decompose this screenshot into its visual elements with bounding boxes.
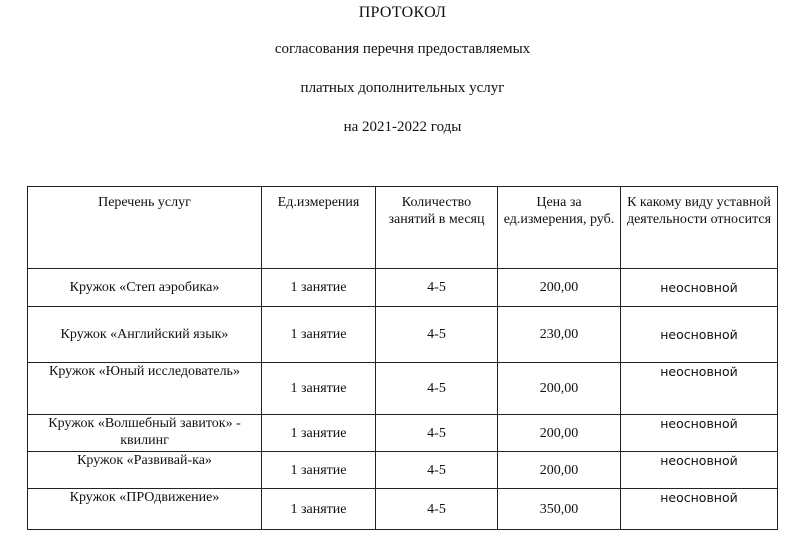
table-row — [28, 363, 778, 415]
service-count: 4-5 — [376, 452, 498, 489]
table-row — [28, 452, 778, 489]
document-subtitle-line-3: на 2021-2022 годы — [343, 119, 462, 135]
service-name: Кружок «Английский язык» — [28, 307, 262, 363]
service-name: Кружок «Степ аэробика» — [28, 269, 262, 307]
service-price: 230,00 — [498, 307, 621, 363]
service-unit: 1 занятие — [262, 452, 376, 489]
table-row — [28, 269, 778, 307]
service-name: Кружок «ПРОдвижение» — [28, 489, 262, 530]
header-lessons-per-month: Количество занятий в месяц — [376, 187, 498, 269]
document-subtitle-line-2: платных дополнительных услуг — [300, 80, 505, 96]
services-table — [27, 186, 778, 530]
service-price: 200,00 — [498, 415, 621, 452]
service-price: 350,00 — [498, 489, 621, 530]
header-activity-kind: К какому виду уставной деятельности относится — [621, 187, 778, 269]
service-price: 200,00 — [498, 269, 621, 307]
service-count: 4-5 — [376, 363, 498, 415]
header-service-list: Перечень услуг — [28, 187, 262, 269]
service-unit: 1 занятие — [262, 269, 376, 307]
service-count: 4-5 — [376, 269, 498, 307]
service-price: 200,00 — [498, 452, 621, 489]
table-header-row — [28, 187, 778, 269]
service-unit: 1 занятие — [262, 363, 376, 415]
service-count: 4-5 — [376, 415, 498, 452]
service-price: 200,00 — [498, 363, 621, 415]
service-kind: неосновной — [621, 363, 778, 415]
service-kind: неосновной — [621, 452, 778, 489]
service-unit: 1 занятие — [262, 307, 376, 363]
service-kind: неосновной — [621, 307, 778, 363]
table-row — [28, 307, 778, 363]
document-subtitle-line-1: согласования перечня предоставляемых — [274, 41, 531, 57]
table-row — [28, 489, 778, 530]
service-unit: 1 занятие — [262, 489, 376, 530]
service-kind: неосновной — [621, 269, 778, 307]
service-unit: 1 занятие — [262, 415, 376, 452]
service-count: 4-5 — [376, 489, 498, 530]
service-name: Кружок «Развивай-ка» — [28, 452, 262, 489]
service-kind: неосновной — [621, 489, 778, 530]
service-name: Кружок «Волшебный завиток» - квилинг — [28, 415, 262, 452]
service-count: 4-5 — [376, 307, 498, 363]
service-name: Кружок «Юный исследователь» — [28, 363, 262, 415]
table-row — [28, 415, 778, 452]
document-title: ПРОТОКОЛ — [358, 4, 447, 21]
service-kind: неосновной — [621, 415, 778, 452]
header-price-per-unit: Цена за ед.измерения, руб. — [498, 187, 621, 269]
header-unit: Ед.измерения — [262, 187, 376, 269]
